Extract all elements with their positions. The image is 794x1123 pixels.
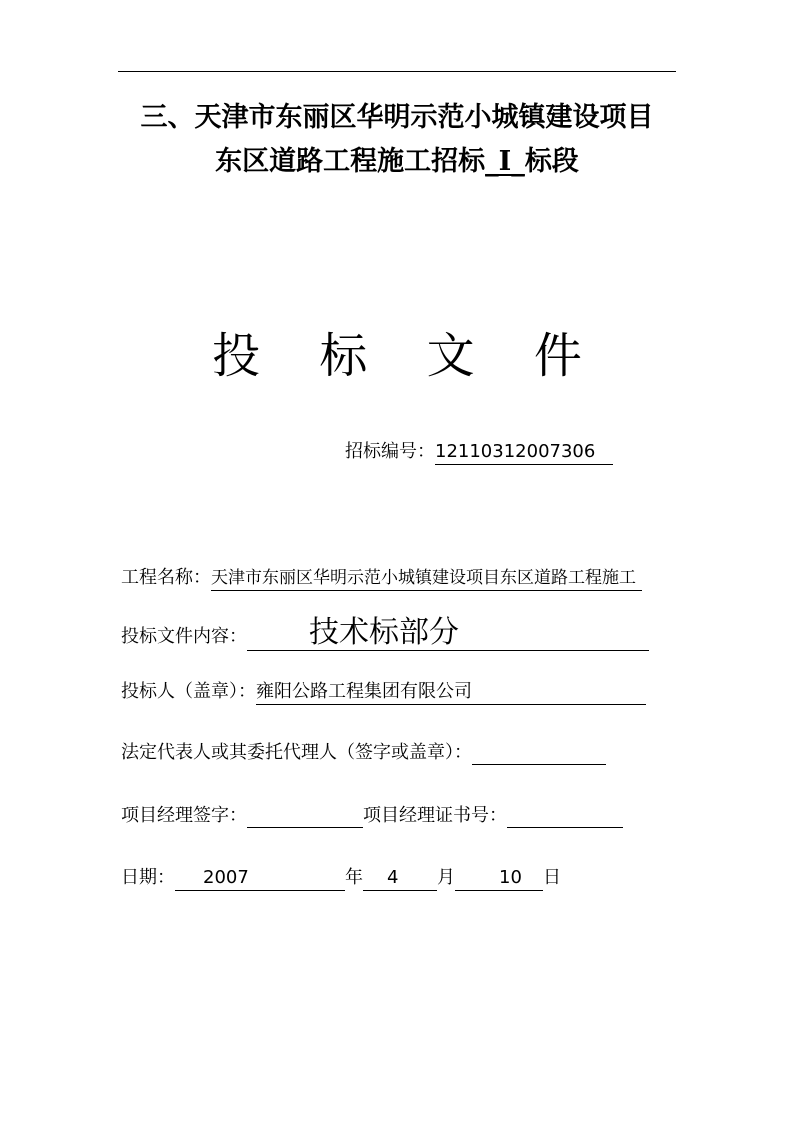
heading-line-2-suffix: 标段 [524, 146, 579, 177]
project-name-label: 工程名称： [121, 567, 211, 588]
bidder-value: 雍阳公路工程集团有限公司 [256, 680, 646, 705]
heading-line-2-prefix: 东区道路工程施工招标 [215, 146, 486, 177]
content-value: 技术标部分 [247, 616, 649, 651]
legal-rep-row [121, 741, 606, 765]
heading-line-2 [0, 146, 794, 178]
date-label: 日期： [121, 867, 175, 888]
manager-sign-label: 项目经理签字： [121, 805, 247, 826]
legal-rep-label: 法定代表人或其委托代理人（签字或盖章）： [121, 742, 472, 763]
manager-signature-line[interactable] [247, 805, 363, 828]
date-year-unit: 年 [345, 867, 363, 888]
content-row [121, 616, 649, 651]
date-day: 10 [455, 866, 543, 891]
manager-cert-label: 项目经理证书号： [363, 805, 507, 826]
date-year: 2007 [175, 866, 345, 891]
top-rule [118, 71, 676, 72]
document-title: 投 标 文 件 [212, 328, 604, 384]
bid-number-value: 12110312007306 [435, 440, 613, 465]
legal-rep-signature-line[interactable] [472, 742, 606, 765]
date-row [121, 866, 561, 891]
date-month: 4 [363, 866, 437, 891]
date-month-unit: 月 [437, 867, 455, 888]
content-label: 投标文件内容： [121, 626, 247, 647]
bid-number-row [345, 440, 613, 465]
project-name-row [121, 566, 642, 591]
bidder-row [121, 680, 646, 705]
manager-row [121, 804, 623, 828]
bid-number-label: 招标编号： [345, 441, 435, 462]
project-name-value: 天津市东丽区华明示范小城镇建设项目东区道路工程施工 [211, 566, 642, 591]
heading-line-1: 三、天津市东丽区华明示范小城镇建设项目 [140, 102, 654, 133]
section-number: _Ⅰ_ [485, 146, 525, 177]
bidder-label: 投标人（盖章）： [121, 681, 256, 702]
manager-cert-line[interactable] [507, 805, 623, 828]
date-day-unit: 日 [543, 867, 561, 888]
